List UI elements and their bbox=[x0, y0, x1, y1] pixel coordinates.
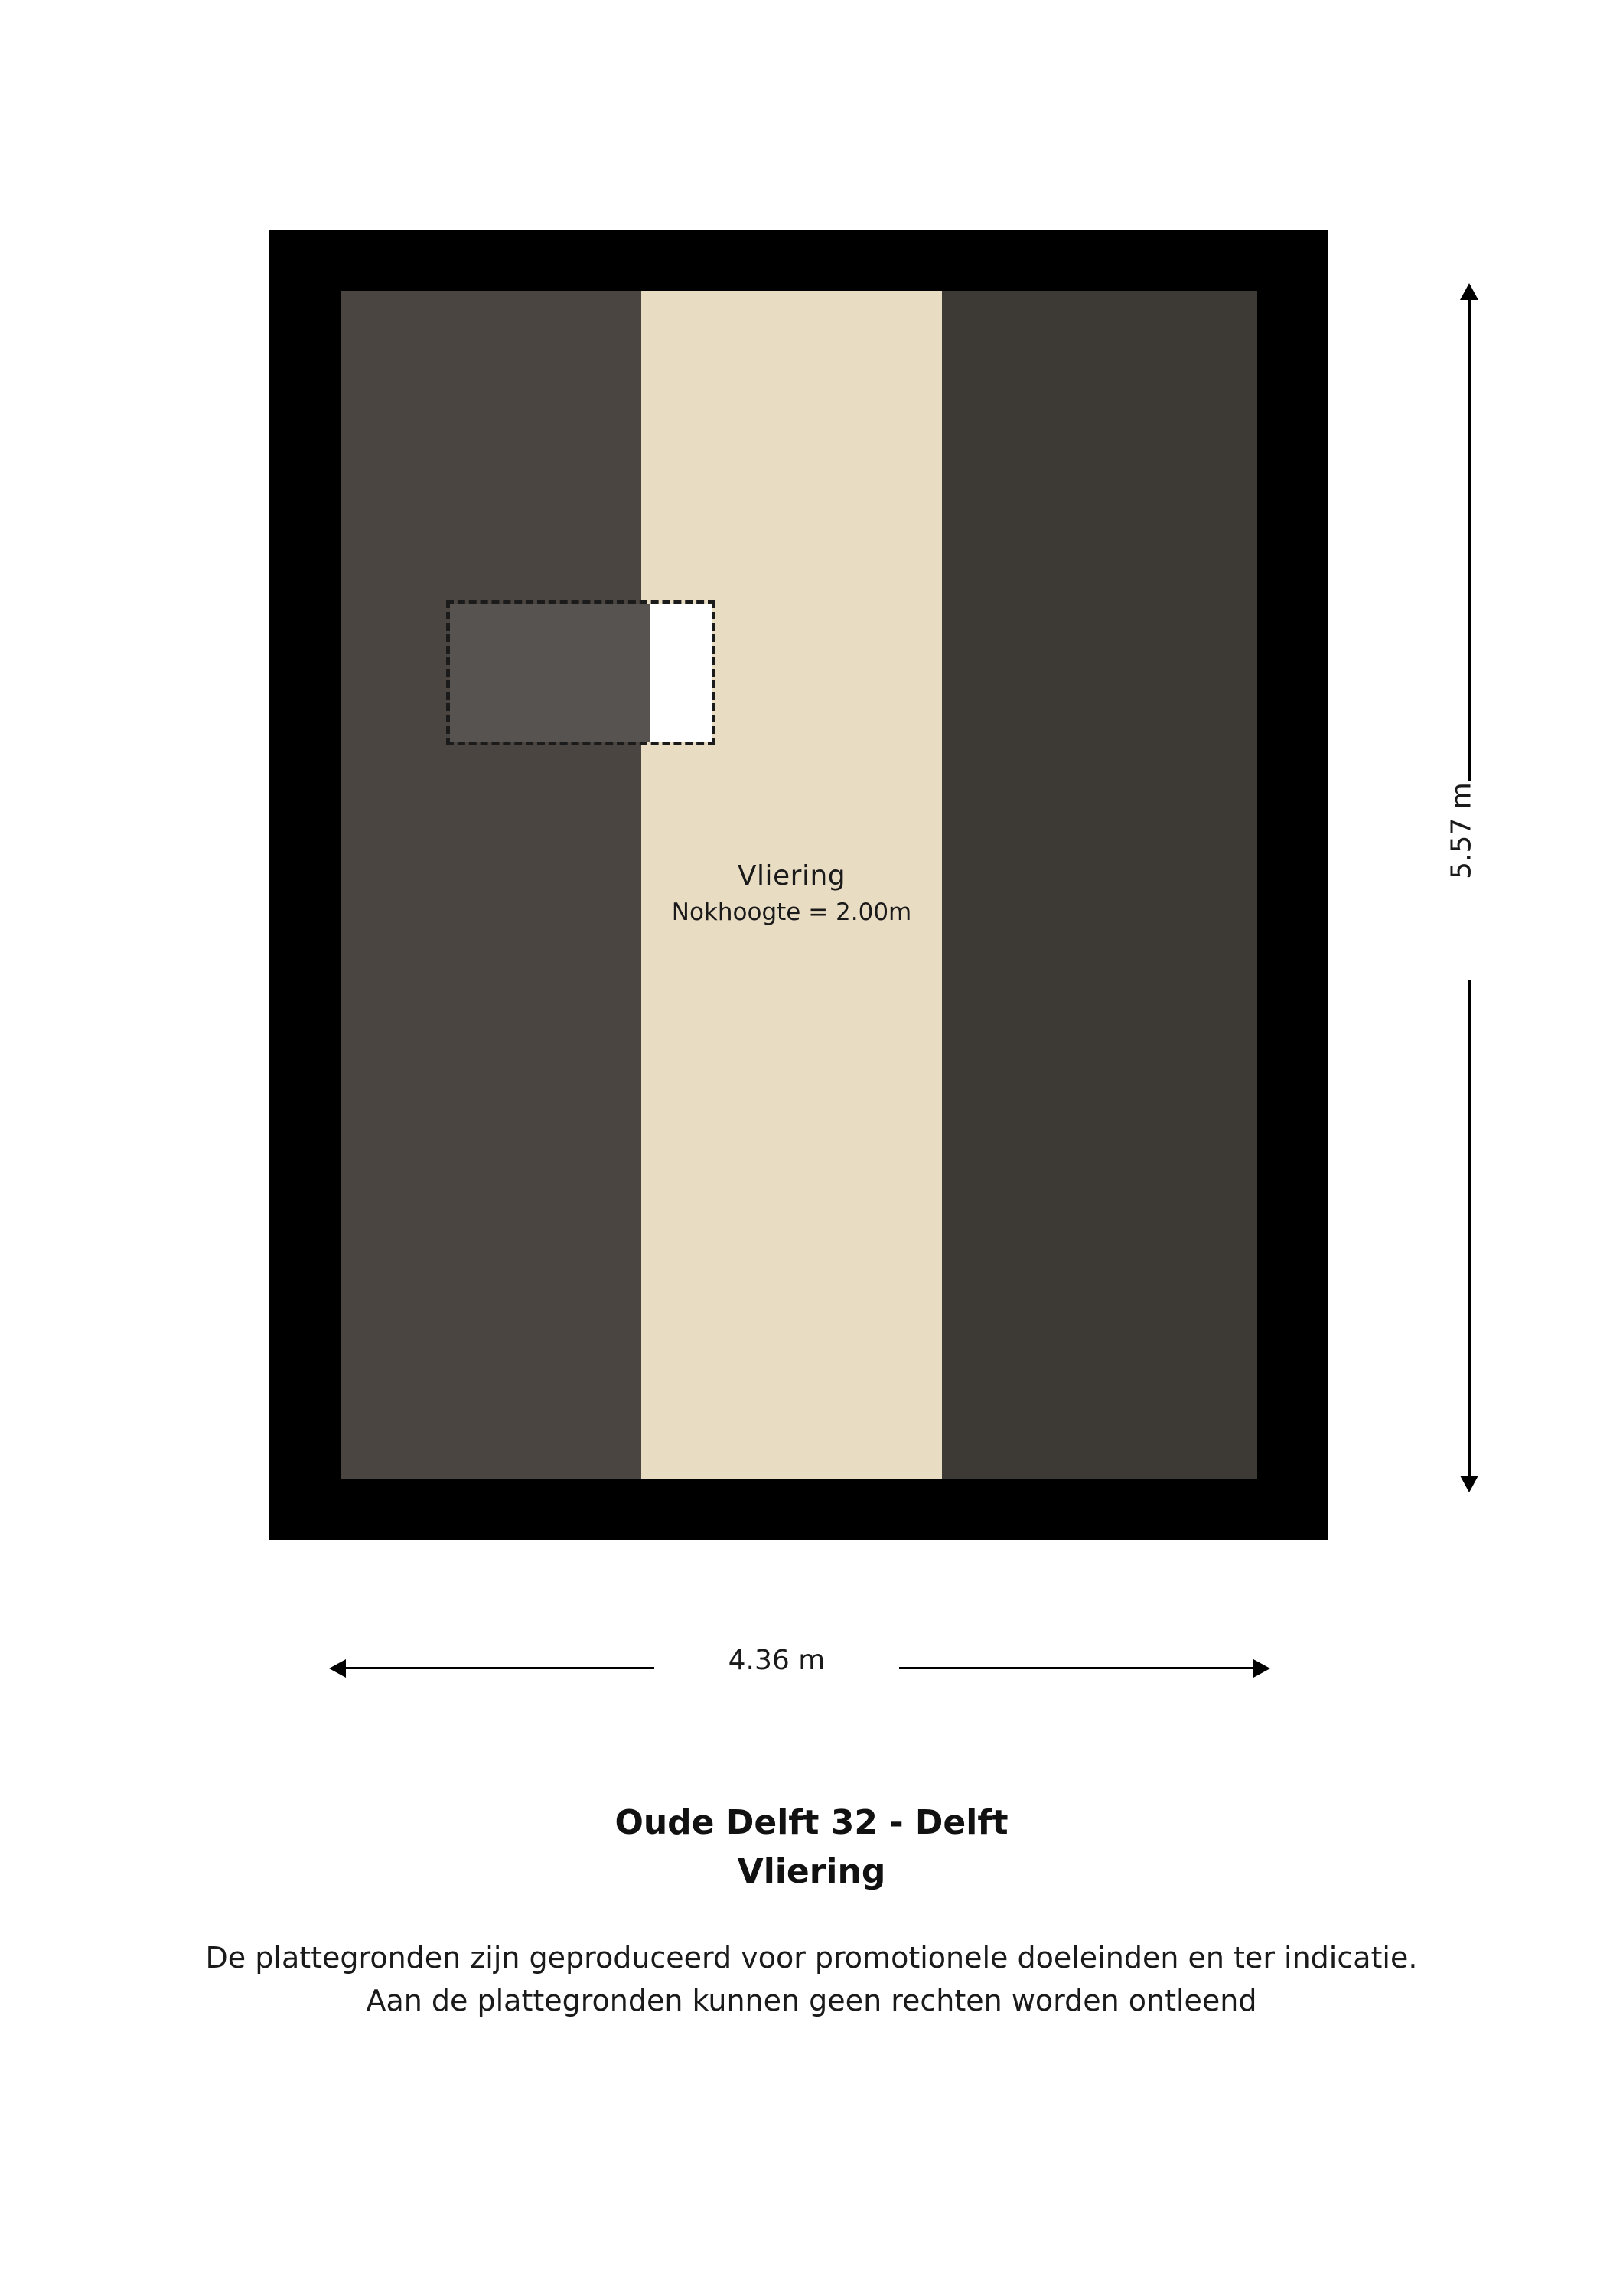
room-label-group bbox=[641, 857, 942, 929]
floor-name: Vliering bbox=[737, 1852, 886, 1891]
room-name-label: Vliering bbox=[737, 860, 846, 892]
floor-band-right bbox=[942, 291, 1257, 1479]
disclaimer-block bbox=[0, 1936, 1623, 2022]
room-ridge-height-label: Nokhoogte = 2.00m bbox=[671, 899, 912, 926]
arrow-down-icon bbox=[1460, 1476, 1478, 1492]
dimension-vertical-label: 5.57 m bbox=[1445, 782, 1478, 879]
property-title: Oude Delft 32 - Delft bbox=[614, 1803, 1009, 1842]
floor-band-left bbox=[341, 291, 641, 1479]
attic-hatch-opening bbox=[446, 600, 715, 745]
disclaimer-line-2: Aan de plattegronden kunnen geen rechten worden ontleend bbox=[366, 1984, 1257, 2017]
disclaimer-line-1: De plattegronden zijn geproduceerd voor promotionele doeleinden en ter indicatie. bbox=[205, 1941, 1418, 1975]
arrow-right-icon bbox=[1253, 1659, 1270, 1678]
caption-block bbox=[0, 1799, 1623, 1896]
dimension-horizontal-label: 4.36 m bbox=[654, 1640, 899, 1681]
